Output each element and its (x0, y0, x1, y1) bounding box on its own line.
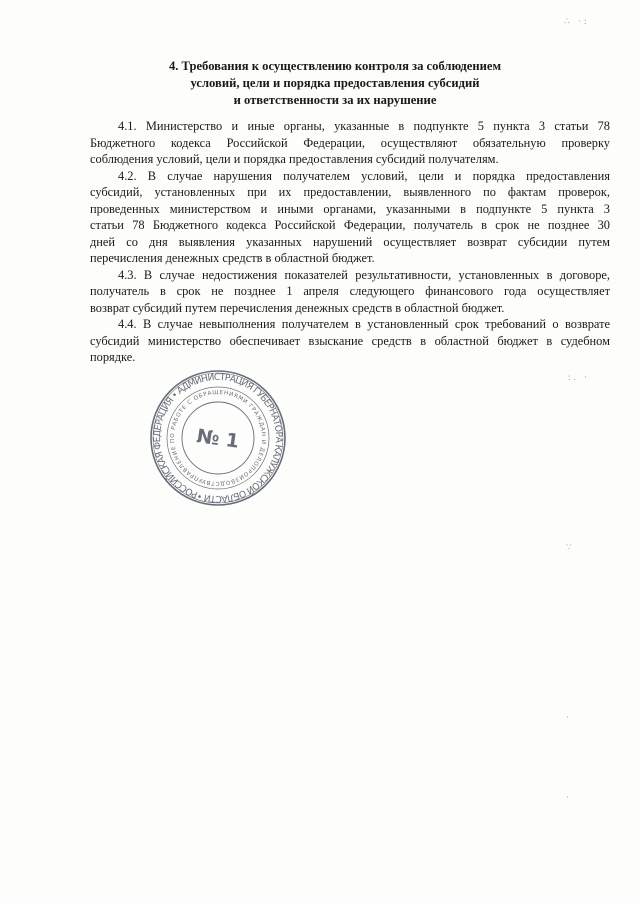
heading-line: и ответственности за их нарушение (233, 93, 437, 107)
scan-artifact: · (566, 712, 572, 722)
stamp-number: № 1 (195, 425, 241, 453)
text-line: перечисления денежных средств в областной бюджет. (90, 251, 375, 265)
text-line: 4.4. В случае невыполнения получателем в установленный срок требований о возврате (118, 317, 610, 331)
text-line: Бюджетного кодекса Российской Федерации, осуществляют обязательную проверку (90, 135, 610, 150)
text-line: статьи 78 Бюджетного кодекса Российской Федерации, получатель в срок не позднее 30 (90, 218, 610, 232)
document-body (90, 118, 610, 366)
text-line: субсидий, установленных при их предоставлении, выявленного по фактам проверок, (90, 185, 610, 199)
text-line: субсидий министерство обеспечивает взыскание средств в областной бюджет в судебном (90, 333, 610, 348)
paragraph-4-3 (90, 267, 610, 317)
scan-artifact: ∵ (566, 542, 575, 552)
paragraph-4-2 (90, 168, 610, 267)
scan-artifact: · (566, 792, 572, 802)
text-line: возврат субсидий путем перечисления денежных средств в областной бюджет. (90, 300, 505, 315)
text-line: 4.2. В случае нарушения получателем условий, цели и порядка предоставления (118, 168, 610, 183)
heading-line: условий, цели и порядка предоставления субсидий (190, 76, 480, 90)
paragraph-4-4 (90, 316, 610, 366)
text-line: получатель в срок не позднее 1 апреля следующего финансового года осуществляет (90, 284, 610, 298)
text-line: проведенных министерством и иными органами, указанными в подпункте 5 пункта 3 (90, 201, 610, 216)
text-line: соблюдения условий, цели и порядка предоставления субсидий получателям. (90, 152, 499, 166)
text-line: 4.3. В случае недостижения показателей результативности, установленных в договоре, (118, 267, 610, 282)
scan-artifact: :. · (568, 372, 590, 382)
paragraph-4-1 (90, 118, 610, 168)
text-line: порядке. (90, 350, 136, 364)
text-line: дней со дня выявления указанных нарушений осуществляет возврат субсидии путем (90, 234, 610, 249)
text-line: 4.1. Министерство и иные органы, указанные в подпункте 5 пункта 3 статьи 78 (118, 119, 610, 133)
section-heading (100, 58, 570, 109)
heading-line: 4. Требования к осуществлению контроля за соблюдением (168, 59, 502, 73)
stamp-outer-text: РОССИЙСКАЯ ФЕДЕРАЦИЯ • АДМИНИСТРАЦИЯ ГУБЕРНАТОРА КАЛУЖСКОЙ ОБЛАСТИ • (151, 371, 285, 505)
scan-artifact: ∴ ·: (564, 16, 590, 26)
official-seal-stamp (148, 368, 288, 508)
stamp-inner-text: УПРАВЛЕНИЕ ПО РАБОТЕ С ОБРАЩЕНИЯМИ ГРАЖДАН И ДЕЛОПРОИЗВОДСТВУ (169, 389, 267, 487)
